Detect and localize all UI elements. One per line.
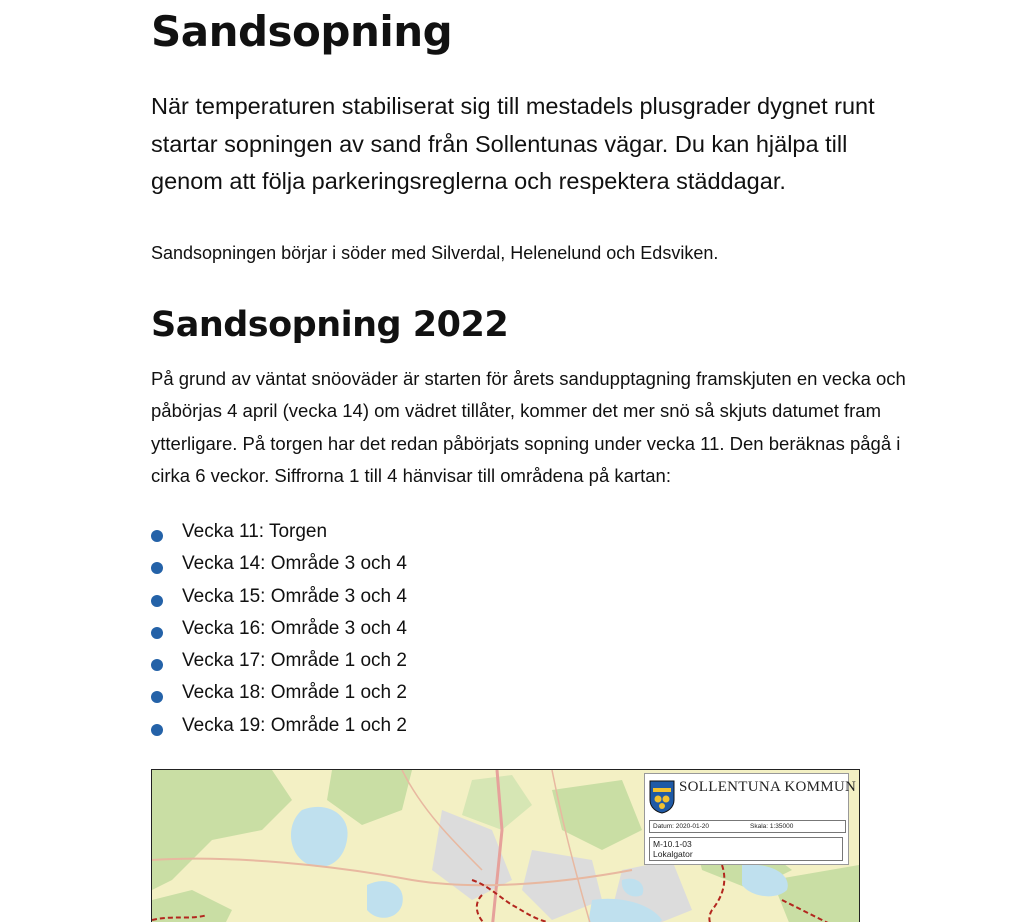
map-meta-row (649, 820, 846, 833)
map-subject: Lokalgator (653, 849, 693, 859)
schedule-item-label: Vecka 16: Område 3 och 4 (182, 617, 407, 639)
schedule-item (151, 710, 407, 742)
map-code: M-10.1-03 (653, 839, 692, 849)
sweeping-area-map[interactable] (151, 769, 860, 922)
map-legend (644, 773, 857, 865)
schedule-list (151, 516, 407, 742)
schedule-item (151, 581, 407, 613)
municipality-crest-icon (649, 780, 675, 814)
schedule-item-label: Vecka 14: Område 3 och 4 (182, 553, 407, 575)
bullet-icon (151, 691, 163, 703)
schedule-item-label: Vecka 17: Område 1 och 2 (182, 650, 407, 672)
schedule-item-label: Vecka 19: Område 1 och 2 (182, 714, 407, 736)
schedule-item (151, 645, 407, 677)
bullet-icon (151, 562, 163, 574)
map-org-name: SOLLENTUNA KOMMUN (679, 779, 857, 795)
map-scale: Skala: 1:35000 (750, 823, 794, 830)
bullet-icon (151, 724, 163, 736)
schedule-item-label: Vecka 18: Område 1 och 2 (182, 682, 407, 704)
schedule-item (151, 613, 407, 645)
map-identifier (649, 837, 843, 861)
page-title: Sandsopning (151, 7, 453, 56)
schedule-item (151, 677, 407, 709)
schedule-item (151, 548, 407, 580)
map-date: Datum: 2020-01-20 (653, 823, 710, 830)
start-area-note: Sandsopningen börjar i söder med Silverdal, Helenelund och Edsviken. (151, 243, 719, 263)
bullet-icon (151, 530, 163, 542)
schedule-item-label: Vecka 11: Torgen (182, 521, 328, 542)
schedule-item-label: Vecka 15: Område 3 och 4 (182, 585, 407, 607)
section-heading: Sandsopning 2022 (151, 305, 509, 345)
bullet-icon (151, 659, 163, 671)
schedule-item (151, 516, 407, 548)
bullet-icon (151, 595, 163, 607)
bullet-icon (151, 627, 163, 639)
lead-paragraph: När temperaturen stabiliserat sig till mestadels plusgrader dygnet runt startar sopningen av sand från Sollentunas vägar. Du kan hjälpa till genom att följa parkeringsreglerna och respektera städdagar. (151, 93, 875, 194)
section-body: På grund av väntat snöoväder är starten för årets sandupptagning framskjuten en vecka och påbörjas 4 april (vecka 14) om vädret tillåter, kommer det mer snö så skjuts datumet fram ytterligare. På torgen har det redan påbörjats sopning under vecka 11. Den beräknas pågå i cirka 6 veckor. Siffrorna 1 till 4 hänvisar till områdena på kartan: (151, 368, 906, 486)
